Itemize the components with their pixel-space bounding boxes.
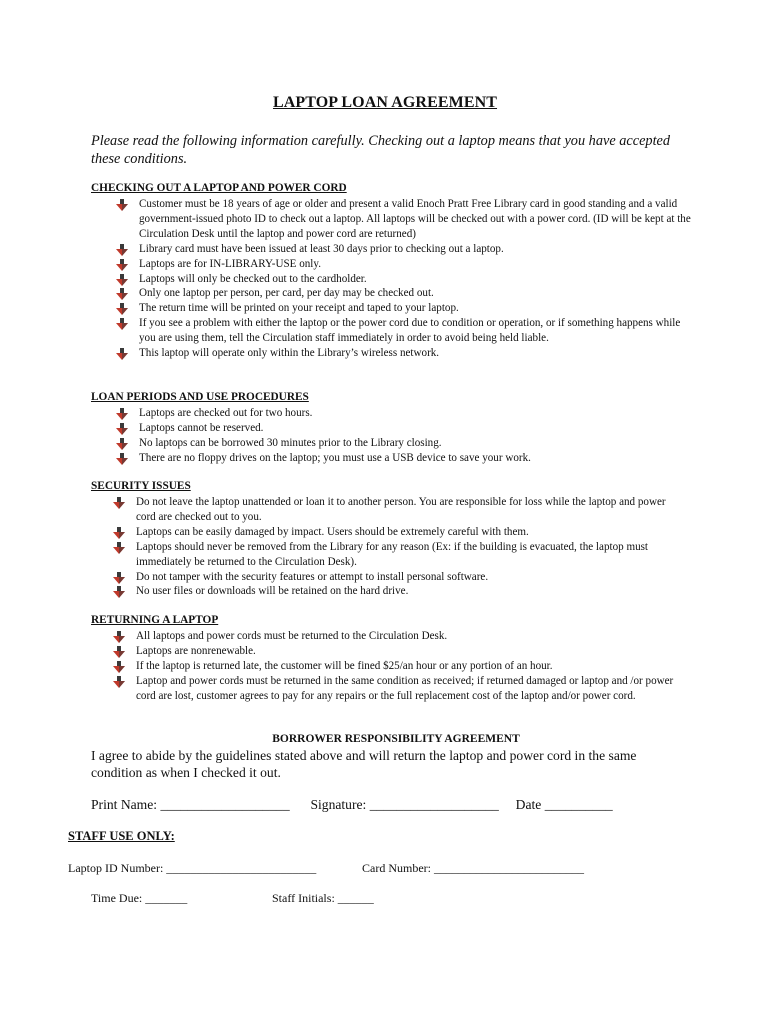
- arrow-bullet-icon: [112, 630, 126, 644]
- arrow-bullet-icon: [112, 541, 126, 555]
- list-checking-out: [115, 197, 693, 361]
- list-item: [115, 272, 693, 287]
- list-item: [115, 316, 693, 346]
- list-item-text: Do not leave the laptop unattended or loan it to another person. You are responsible for loss while the laptop and power cord are checked out to you.: [136, 496, 666, 523]
- list-returning: [112, 629, 684, 704]
- list-item: [115, 406, 693, 421]
- arrow-bullet-icon: [112, 660, 126, 674]
- arrow-bullet-icon: [115, 243, 129, 257]
- list-item-text: Only one laptop per person, per card, per day may be checked out.: [139, 287, 434, 300]
- section-heading-checking-out: CHECKING OUT A LAPTOP AND POWER CORD: [91, 182, 347, 194]
- time-due-field[interactable]: Time Due: _______: [91, 891, 188, 905]
- list-item: [115, 197, 693, 242]
- list-item: [112, 644, 684, 659]
- agreement-text: I agree to abide by the guidelines stated above and will return the laptop and power cord in the same condition as when I checked it out.: [91, 748, 637, 780]
- list-item-text: Laptops cannot be reserved.: [139, 421, 264, 434]
- list-item: [112, 570, 684, 585]
- arrow-bullet-icon: [115, 437, 129, 451]
- intro-paragraph: Please read the following information carefully. Checking out a laptop means that you have accepted these conditions.: [91, 133, 671, 167]
- list-item: [115, 257, 693, 272]
- arrow-bullet-icon: [112, 585, 126, 599]
- list-item: [115, 421, 693, 436]
- list-item-text: This laptop will operate only within the Library’s wireless network.: [139, 347, 440, 360]
- list-item-text: Laptops can be easily damaged by impact. Users should be extremely careful with them.: [136, 525, 529, 538]
- arrow-bullet-icon: [115, 317, 129, 331]
- document-title: LAPTOP LOAN AGREEMENT: [272, 94, 498, 111]
- agreement-heading: BORROWER RESPONSIBILITY AGREEMENT: [272, 733, 520, 745]
- section-heading-security: SECURITY ISSUES: [91, 480, 191, 492]
- list-item-text: Laptops should never be removed from the Library for any reason (Ex: if the building is evacuated, the laptop must immediately be returned to the Circulation Desk).: [136, 540, 649, 568]
- list-item: [115, 451, 693, 466]
- list-item-text: No user files or downloads will be retained on the hard drive.: [136, 585, 409, 598]
- list-item: [112, 659, 684, 674]
- laptop-id-field[interactable]: Laptop ID Number: _________________________: [68, 861, 317, 875]
- arrow-bullet-icon: [115, 258, 129, 272]
- arrow-bullet-icon: [112, 675, 126, 689]
- list-item-text: If you see a problem with either the laptop or the power cord due to condition or operation, or if something happens while you are using them, tell the Circulation staff immediately in order to avoid being held liable.: [139, 317, 681, 345]
- arrow-bullet-icon: [115, 452, 129, 466]
- list-item-text: Laptops are checked out for two hours.: [139, 407, 313, 419]
- arrow-bullet-icon: [115, 302, 129, 316]
- list-item: [115, 242, 693, 257]
- section-heading-loan-periods: LOAN PERIODS AND USE PROCEDURES: [91, 391, 309, 403]
- list-item-text: All laptops and power cords must be returned to the Circulation Desk.: [136, 630, 448, 642]
- list-security: [112, 495, 684, 599]
- list-item-text: Library card must have been issued at least 30 days prior to checking out a laptop.: [139, 242, 504, 255]
- arrow-bullet-icon: [115, 273, 129, 287]
- list-item-text: The return time will be printed on your receipt and taped to your laptop.: [139, 302, 459, 315]
- list-item: [115, 346, 693, 361]
- list-item-text: If the laptop is returned late, the customer will be fined $25/an hour or any portion of an hour.: [136, 659, 553, 672]
- list-item: [112, 525, 684, 540]
- list-item-text: Laptops will only be checked out to the cardholder.: [139, 272, 367, 285]
- list-item: [112, 540, 684, 570]
- section-heading-returning: RETURNING A LAPTOP: [91, 614, 219, 626]
- date-field[interactable]: Date __________: [515, 797, 613, 812]
- list-item-text: Laptops are for IN-LIBRARY-USE only.: [139, 257, 321, 270]
- list-item-text: No laptops can be borrowed 30 minutes prior to the Library closing.: [139, 436, 442, 449]
- list-item-text: Customer must be 18 years of age or older and present a valid Enoch Pratt Free Library card in good standing and a valid government-issued photo ID to check out a laptop. All laptops will be checked out with a power cord. (ID will be kept at the Circulation Desk until the laptop and power cord are returned): [139, 198, 691, 240]
- arrow-bullet-icon: [115, 287, 129, 301]
- list-loan-periods: [115, 406, 693, 466]
- staff-initials-field[interactable]: Staff Initials: ______: [272, 891, 374, 905]
- list-item-text: Do not tamper with the security features or attempt to install personal software.: [136, 570, 489, 583]
- list-item: [115, 301, 693, 316]
- arrow-bullet-icon: [112, 496, 126, 510]
- list-item-text: There are no floppy drives on the laptop; you must use a USB device to save your work.: [139, 451, 531, 464]
- card-number-field[interactable]: Card Number: _________________________: [362, 861, 584, 875]
- signature-field[interactable]: Signature: ___________________: [310, 797, 499, 812]
- print-name-field[interactable]: Print Name: ___________________: [91, 797, 290, 812]
- arrow-bullet-icon: [115, 422, 129, 436]
- list-item: [115, 436, 693, 451]
- list-item: [112, 584, 684, 599]
- arrow-bullet-icon: [115, 198, 129, 212]
- list-item-text: Laptops are nonrenewable.: [136, 644, 256, 657]
- list-item-text: Laptop and power cords must be returned in the same condition as received; if returned damaged or laptop and /or power cord are lost, customer agrees to pay for any repairs or the full replacement cost of the laptop and/or power cord.: [136, 674, 674, 702]
- arrow-bullet-icon: [112, 526, 126, 540]
- list-item: [112, 629, 684, 644]
- list-item: [112, 674, 684, 704]
- list-item: [112, 495, 684, 525]
- signature-row: [91, 797, 613, 813]
- staff-use-heading: STAFF USE ONLY:: [68, 829, 175, 843]
- arrow-bullet-icon: [112, 571, 126, 585]
- list-item: [115, 286, 693, 301]
- arrow-bullet-icon: [112, 645, 126, 659]
- arrow-bullet-icon: [115, 347, 129, 361]
- arrow-bullet-icon: [115, 407, 129, 421]
